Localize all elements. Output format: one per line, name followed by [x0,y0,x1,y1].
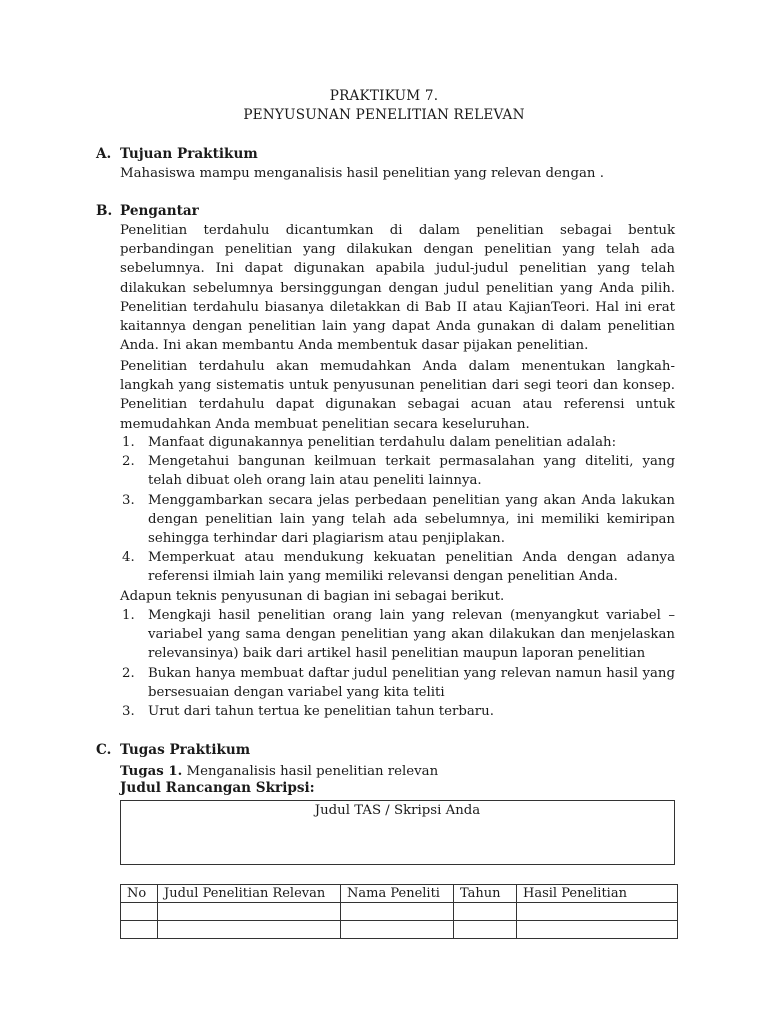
table-cell[interactable] [517,903,678,921]
list-item [122,491,675,549]
list-item-number: 2. [122,665,135,681]
list-item [122,452,675,490]
table-header-row [121,885,678,903]
column-header-nama: Nama Peneliti [341,885,454,903]
table-cell[interactable] [121,921,158,939]
table-row [121,921,678,939]
section-b-intro-2: Adapun teknis penyusunan di bagian ini sebagai berikut. [120,589,505,604]
list-item [122,606,675,664]
table-cell[interactable] [454,903,517,921]
list-item-text: Urut dari tahun tertua ke penelitian tahun terbaru. [148,704,494,720]
section-b-heading: Pengantar [120,203,199,219]
section-b-paragraph-2: Penelitian terdahulu akan memudahkan Anda dalam menentukan langkah-langkah yang sistematis untuk penyusunan penelitian dari segi teori dan konsep. Penelitian terdahulu dapat digunakan sebagai acuan atau referensi untuk memudahkan Anda membuat penelitian secara keseluruhan. [120,359,675,432]
list-item [122,433,675,452]
section-a-heading: Tujuan Praktikum [120,146,258,162]
section-c-heading: Tugas Praktikum [120,742,251,758]
list-item-text: Memperkuat atau mendukung kekuatan penelitian Anda dengan adanya referensi ilmiah lain yang memiliki relevansi dengan penelitian Anda. [148,550,675,585]
judul-box[interactable] [120,800,675,865]
judul-label: Judul Rancangan Skripsi: [120,780,315,796]
table-cell[interactable] [341,903,454,921]
table-cell[interactable] [517,921,678,939]
list-item-number: 1. [122,608,135,623]
table-cell[interactable] [158,903,341,921]
column-header-no: No [121,885,158,903]
list-item-text: Menggambarkan secara jelas perbedaan penelitian yang akan Anda lakukan dengan penelitian lain yang telah ada sebelumnya, ini memiliki kemiripan sehingga terhindar dari plagiarism atau penjiplakan. [148,492,675,547]
page-title: PRAKTIKUM 7. [329,88,439,104]
list-item [122,702,675,721]
table-cell[interactable] [341,921,454,939]
section-c-letter: C. [96,742,112,758]
list-item-number: 4. [122,550,135,566]
section-a-letter: A. [96,146,112,162]
list-item-number: 1. [122,435,135,450]
task-label: Tugas 1. [120,764,183,779]
list-item-number: 3. [122,492,135,508]
task-text: Menganalisis hasil penelitian relevan [186,764,439,779]
judul-box-text: Judul TAS / Skripsi Anda [314,803,481,818]
benefits-list [122,433,675,587]
section-b-letter: B. [96,203,113,219]
column-header-hasil: Hasil Penelitian [517,885,678,903]
page-subtitle: PENYUSUNAN PENELITIAN RELEVAN [243,107,525,123]
relevant-research-table [120,884,678,939]
list-item [122,548,675,586]
list-item-text: Bukan hanya membuat daftar judul penelitian yang relevan namun hasil yang bersesuaian dengan variabel yang kita teliti [148,665,675,700]
table-row [121,903,678,921]
table-cell[interactable] [121,903,158,921]
list-item-text: Mengetahui bangunan keilmuan terkait permasalahan yang diteliti, yang telah dibuat oleh orang lain atau peneliti lainnya. [148,454,675,489]
section-b-paragraph-1: Penelitian terdahulu dicantumkan di dalam penelitian sebagai bentuk perbandingan penelitian yang dilakukan dengan penelitian yang telah ada sebelumnya. Ini dapat digunakan apabila judul-judul penelitian yang telah dilakukan sebelumnya bersinggungan dengan judul penelitian yang Anda pilih. Penelitian terdahulu biasanya diletakkan di Bab II atau KajianTeori. Hal ini erat kaitannya dengan penelitian lain yang dapat Anda gunakan di dalam penelitian Anda. Ini akan membantu Anda membentuk dasar pijakan penelitian. [120,223,675,354]
task-line [120,762,438,781]
table-cell[interactable] [454,921,517,939]
technique-list [122,606,675,721]
table-cell[interactable] [158,921,341,939]
section-a-text: Mahasiswa mampu menganalisis hasil penelitian yang relevan dengan . [120,166,604,181]
list-item [122,664,675,702]
list-item-text: Manfaat digunakannya penelitian terdahulu dalam penelitian adalah: [148,435,617,450]
list-item-number: 3. [122,704,135,720]
column-header-tahun: Tahun [454,885,517,903]
list-item-number: 2. [122,454,135,470]
list-item-text: Mengkaji hasil penelitian orang lain yang relevan (menyangkut variabel –variabel yang sama dengan penelitian yang akan dilakukan dan menjelaskan relevansinya) baik dari artikel hasil penelitian maupun laporan penelitian [148,608,675,662]
column-header-judul: Judul Penelitian Relevan [158,885,341,903]
